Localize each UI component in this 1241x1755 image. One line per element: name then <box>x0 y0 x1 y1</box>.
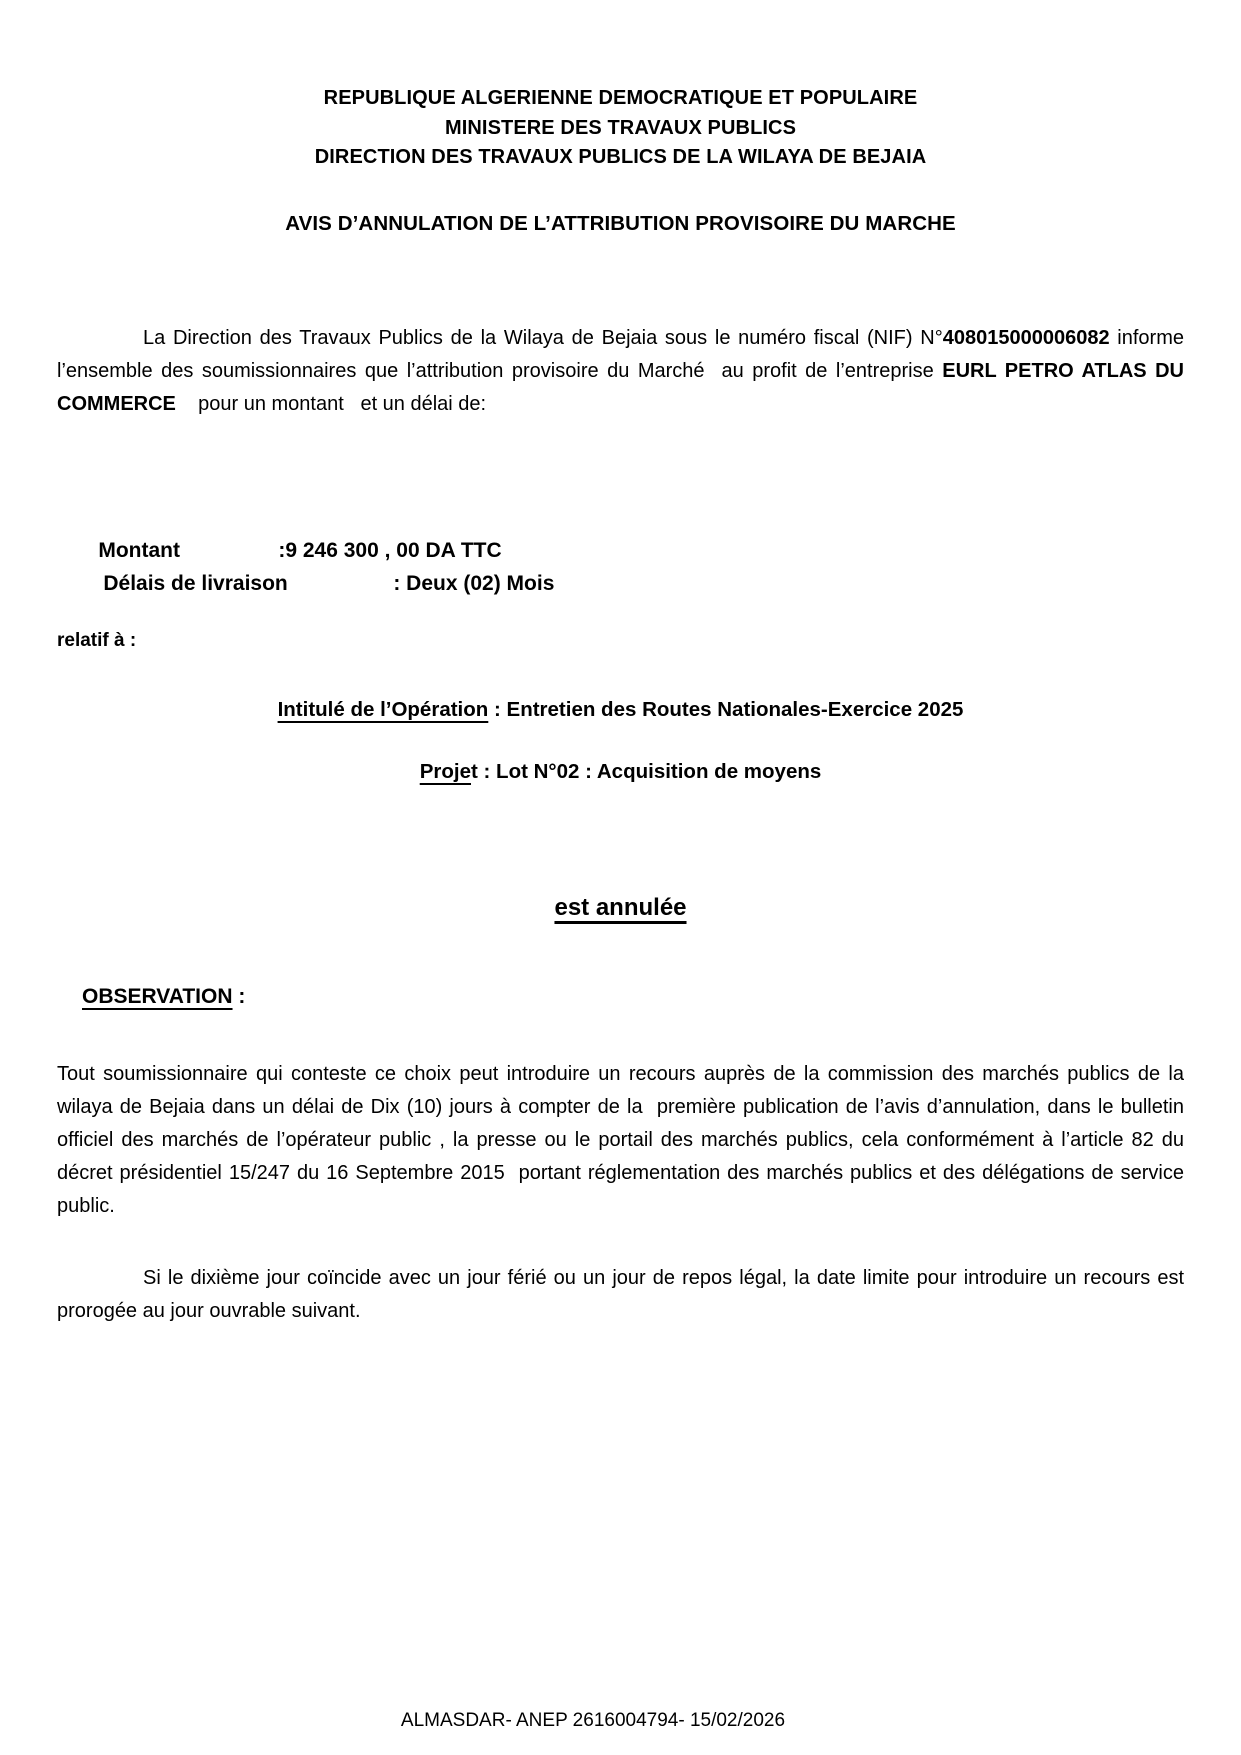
notice-title: AVIS D’ANNULATION DE L’ATTRIBUTION PROVISOIRE DU MARCHE <box>285 212 956 235</box>
delivery-value: : Deux (02) Mois <box>393 572 555 595</box>
observation-underlined: OBSERVATION <box>82 985 233 1008</box>
amount-value: :9 246 300 , 00 DA TTC <box>278 539 502 562</box>
observation-heading <box>82 985 245 1009</box>
intro-text-3: pour un montant et un délai de: <box>175 393 487 415</box>
holiday-paragraph: Si le dixième jour coïncide avec un jour férié ou un jour de repos légal, la date limite pour introduire un recours est prorogée au jour ouvrable suivant. <box>57 1267 1190 1322</box>
company-name: EURL PETRO ATLAS DU COMMERCE <box>57 360 1190 415</box>
project-title <box>0 760 1241 784</box>
footer-credit: ALMASDAR- ANEP 2616004794- 15/02/2026 <box>400 1710 786 1731</box>
header-line-ministry: MINISTERE DES TRAVAUX PUBLICS <box>444 116 797 139</box>
delivery-label: Délais de livraison <box>103 572 288 595</box>
cancellation-statement <box>0 894 1241 922</box>
document-header <box>0 84 1241 173</box>
operation-title-underlined: Intitulé de l’Opération <box>277 698 489 721</box>
cancellation-text: est annulée <box>554 894 687 921</box>
nif-number: 408015000006082 <box>942 327 1110 349</box>
recourse-paragraph: Tout soumissionnaire qui conteste ce choix peut introduire un recours auprès de la commission des marchés publics de la wilaya de Bejaia dans un délai de Dix (10) jours à compter de la première publication de l’avis d’annulation, dans le bulletin officiel des marchés de l’opérateur public , la presse ou le portail des marchés publics, cela conformément à l’article 82 du décret présidentiel 15/247 du 16 Septembre 2015 portant réglementation des marchés publics et des délégations de service public. <box>57 1063 1190 1217</box>
amount-label: Montant <box>98 539 180 562</box>
operation-title <box>0 698 1241 722</box>
intro-text-2: informe l’ensemble des soumissionnaires que l’attribution provisoire du Marché au profit de l’entreprise <box>57 327 1190 382</box>
project-title-underlined: Proje <box>419 760 471 783</box>
header-line-direction: DIRECTION DES TRAVAUX PUBLICS DE LA WILAYA DE BEJAIA <box>314 146 927 168</box>
observation-colon: : <box>232 985 246 1008</box>
intro-text-1: La Direction des Travaux Publics de la Wilaya de Bejaia sous le numéro fiscal (NIF) N° <box>143 327 943 349</box>
intro-paragraph <box>57 322 1190 421</box>
header-line-republic: REPUBLIQUE ALGERIENNE DEMOCRATIQUE ET POPULAIRE <box>323 87 918 109</box>
relative-to-label: relatif à : <box>57 630 137 651</box>
delivery-row <box>80 536 554 632</box>
operation-title-rest: : Entretien des Routes Nationales-Exercice 2025 <box>488 698 964 721</box>
project-title-rest: t : Lot N°02 : Acquisition de moyens <box>471 760 822 783</box>
